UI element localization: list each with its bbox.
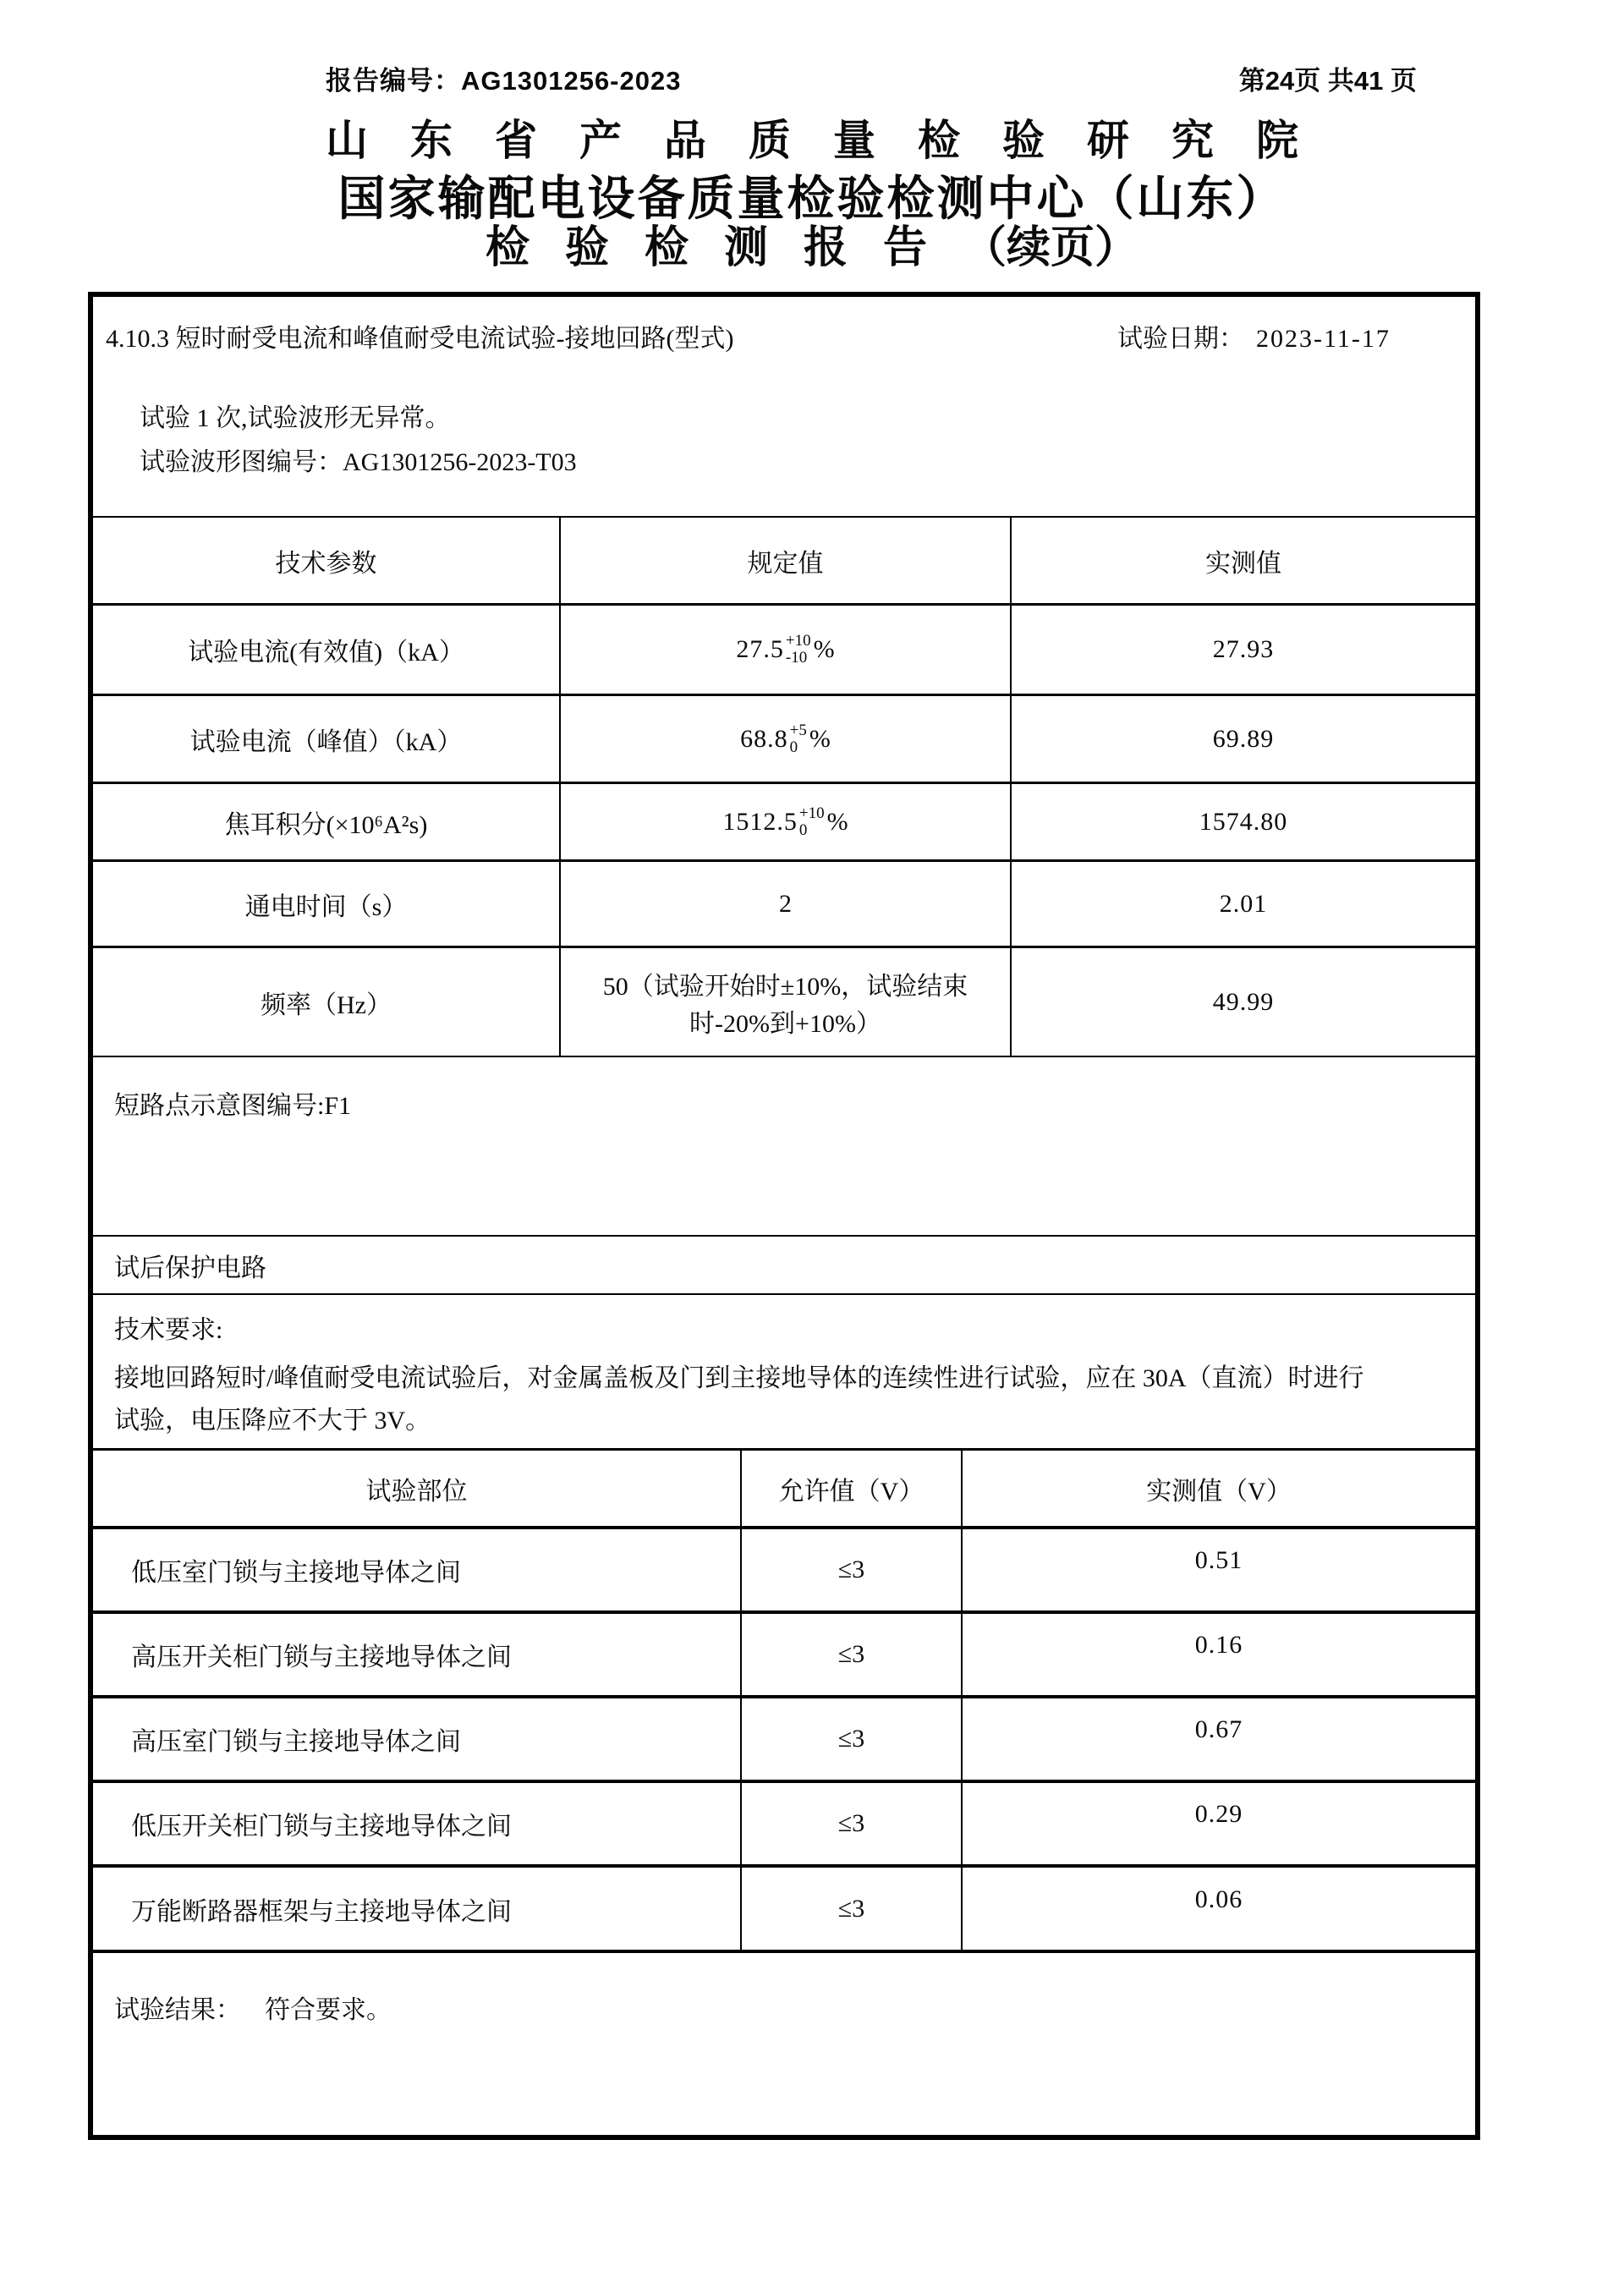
col-header-allowed: 允许值（V）: [740, 1451, 961, 1526]
col-header-measured: 实测值（V）: [961, 1451, 1475, 1526]
measured-value: 0.29: [1194, 1800, 1243, 1828]
test-result-value: 符合要求。: [265, 1996, 392, 2024]
allowed-value: ≤3: [740, 1614, 961, 1695]
param-spec: 50（试验开始时±10%，试验结束时-20%到+10%）: [559, 948, 1010, 1056]
param-name: 通电时间（s）: [244, 892, 408, 921]
test-date-value: 2023-11-17: [1256, 325, 1391, 353]
technical-requirements-cell: [93, 1293, 1475, 1448]
param-measured: 2.01: [1010, 862, 1475, 946]
spec-base: 1512.5: [722, 807, 798, 836]
report-body-frame: [88, 292, 1480, 2140]
table-row: [93, 1610, 1475, 1695]
param-measured: 49.99: [1010, 948, 1475, 1056]
spec-lower-tolerance: 0: [798, 820, 808, 839]
col-header-specified: 规定值: [559, 518, 1010, 603]
allowed-value: ≤3: [740, 1698, 961, 1780]
parameters-table-header-row: [93, 516, 1475, 603]
param-spec: [559, 784, 1010, 859]
param-name: 频率（Hz）: [261, 990, 392, 1019]
param-spec: [559, 696, 1010, 782]
param-spec: [559, 606, 1010, 694]
measured-cell: [961, 1529, 1475, 1610]
allowed-value: ≤3: [740, 1783, 961, 1864]
param-measured: 69.89: [1010, 696, 1475, 782]
spec-base: 27.5: [736, 635, 784, 663]
measured-cell: [961, 1698, 1475, 1780]
waveform-number-note: 试验波形图编号：AG1301256-2023-T03: [140, 448, 577, 476]
report-number-value: AG1301256-2023: [461, 66, 682, 96]
test-part-name: 高压室门锁与主接地导体之间: [131, 1728, 461, 1756]
report-number: [326, 59, 681, 97]
continuity-table: [93, 1448, 1475, 1950]
page-header: [326, 59, 1417, 97]
spec-unit: %: [809, 724, 831, 753]
continuity-table-header-row: [93, 1448, 1475, 1526]
spec-upper-tolerance: +5: [789, 721, 807, 739]
test-count-note: 试验 1 次,试验波形无异常。: [140, 404, 451, 432]
spec-upper-tolerance: +10: [798, 804, 825, 822]
col-header-test-part: 试验部位: [365, 1477, 468, 1506]
short-circuit-diagram-note: 短路点示意图编号:F1: [93, 1056, 1475, 1235]
table-row: [93, 1864, 1475, 1950]
report-title-suffix: （续页）: [963, 223, 1139, 272]
measured-cell: [961, 1868, 1475, 1950]
measured-value: 0.67: [1194, 1715, 1243, 1743]
section-header-cell: [93, 297, 1475, 516]
measured-value: 0.51: [1194, 1546, 1243, 1574]
test-result-cell: [93, 1950, 1475, 2135]
post-test-protection-note: 试后保护电路: [93, 1235, 1475, 1293]
spec-lower-tolerance: 0: [789, 738, 798, 756]
param-spec: 2: [559, 862, 1010, 946]
org-title-line1: 山东省产品质量检验研究院: [326, 117, 1341, 164]
test-part-name: 高压开关柜门锁与主接地导体之间: [131, 1643, 512, 1671]
measured-cell: [961, 1783, 1475, 1864]
allowed-value: ≤3: [740, 1529, 961, 1610]
spec-lower-tolerance: -10: [785, 649, 808, 667]
table-row: [93, 946, 1475, 1056]
allowed-value: ≤3: [740, 1868, 961, 1950]
param-name: 试验电流（峰值）（kA）: [189, 727, 463, 756]
spec-unit: %: [826, 807, 848, 836]
report-title-main: 检验检测报告: [485, 223, 963, 272]
col-header-parameter: 技术参数: [275, 549, 377, 578]
org-title-line2: 国家输配电设备质量检验检测中心（山东）: [337, 172, 1287, 225]
measured-value: 0.16: [1194, 1631, 1243, 1659]
table-row: [93, 782, 1475, 859]
technical-requirements-text: 接地回路短时/峰值耐受电流试验后，对金属盖板及门到主接地导体的连续性进行试验，应在 30A（直流）时进行试验，电压降应不大于 3V。: [114, 1364, 1364, 1435]
report-number-label: 报告编号：: [326, 66, 461, 96]
report-title-line: [0, 223, 1624, 274]
table-row: [93, 1780, 1475, 1864]
param-measured: 27.93: [1010, 606, 1475, 694]
page-indicator: 第24页 共41 页: [1238, 66, 1417, 96]
spec-base: 68.8: [740, 724, 788, 753]
table-row: [93, 694, 1475, 782]
technical-requirements-label: 技术要求:: [114, 1316, 223, 1344]
parameters-table: [93, 516, 1475, 1056]
test-date-label: 试验日期：: [1117, 325, 1244, 353]
table-row: [93, 859, 1475, 946]
spec-upper-tolerance: +10: [785, 632, 811, 650]
param-measured: 1574.80: [1010, 784, 1475, 859]
table-row: [93, 603, 1475, 694]
col-header-measured: 实测值: [1010, 518, 1475, 603]
param-name: 试验电流(有效值)（kA）: [188, 639, 464, 667]
table-row: [93, 1526, 1475, 1610]
test-part-name: 低压室门锁与主接地导体之间: [131, 1559, 461, 1587]
table-row: [93, 1695, 1475, 1780]
test-result-label: 试验结果：: [114, 1996, 241, 2024]
param-name: 焦耳积分(×10⁶A²s): [224, 810, 428, 839]
test-date: [1117, 317, 1391, 354]
measured-value: 0.06: [1194, 1885, 1243, 1913]
test-part-name: 万能断路器框架与主接地导体之间: [131, 1897, 512, 1926]
measured-cell: [961, 1614, 1475, 1695]
section-title: 4.10.3 短时耐受电流和峰值耐受电流试验-接地回路(型式): [106, 325, 734, 353]
test-part-name: 低压开关柜门锁与主接地导体之间: [131, 1813, 512, 1841]
spec-unit: %: [813, 635, 835, 663]
